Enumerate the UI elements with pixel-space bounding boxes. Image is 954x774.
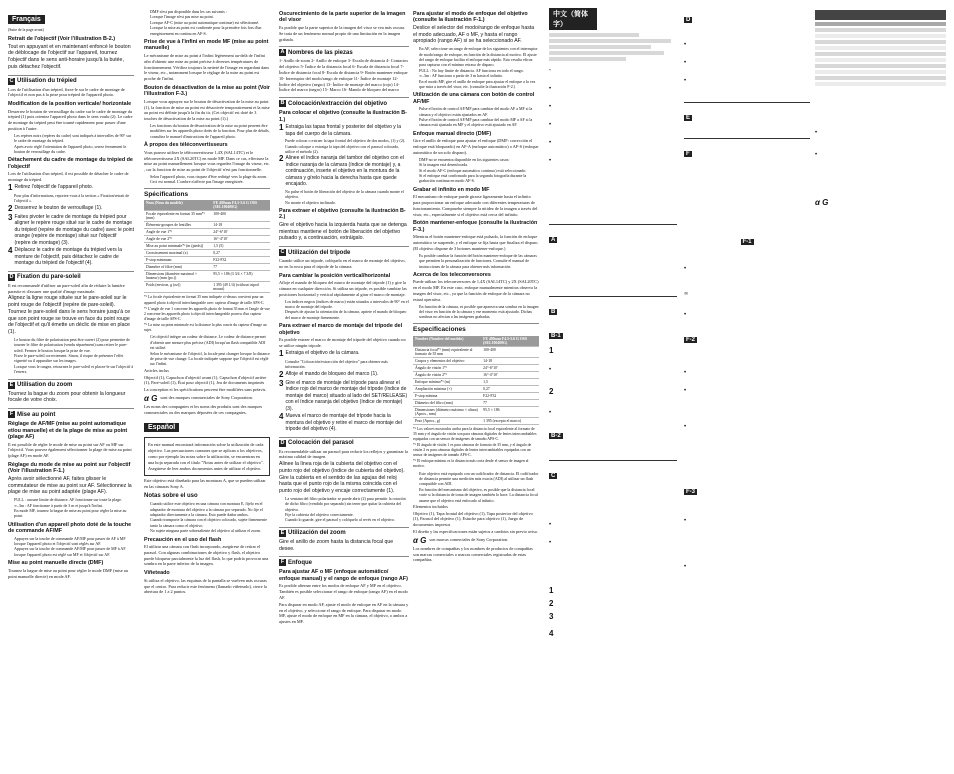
table-cell: 77 xyxy=(481,399,539,406)
figure-label-f1: F-1 xyxy=(742,239,752,245)
step-3: 3 Gire el marco de montaje del trípode para alinear el índice rojo del marco de montaje del trípode (índice de montaje del marco) situado al lado del SET/RELEASE) con el índice naranja del objetivo (índice de montaje) (3). xyxy=(279,378,408,412)
section-hood: D Fixation du pare-soleil xyxy=(8,271,134,281)
detach-lens-text: Gire el objetivo hacia la izquierda hasta que se detenga mientras mantiene el botón de liberación del objetivo pulsado y, a continuación, extráigalo. xyxy=(279,221,407,242)
list-item: • Si el enfoque está confirmado para la segunda fotografía durante la grabación continua en modo AF-S. xyxy=(419,173,539,184)
brand-line xyxy=(413,536,539,545)
flash-text: El utilizar una cámara con flash incorporado, asegúrese de retirar el parasol. Con algunas combinaciones de objetivo y flash, el objetivo puede bloquear parcialmente la luz del flash, lo que podría provocar una sombra en la parte inferior de la imagen. xyxy=(144,544,269,567)
vignetting-title: Viñeteado xyxy=(144,570,170,577)
focus-bullets xyxy=(8,497,134,519)
section-parts: A Nombres de las piezas xyxy=(279,46,409,56)
table-row xyxy=(413,406,539,417)
list-item: • Cuando transporte la cámara con el objetivo colocado, sujete firmemente tanto la cámara como el objetivo. xyxy=(150,517,270,528)
list-item: • ∞–3m : AF funciona a partir de 3 m hasta el infinito. xyxy=(419,73,539,78)
table-cell: 14-18 xyxy=(481,357,539,364)
section-label-d: D xyxy=(686,17,691,23)
focus-hold-title: Bouton de désactivation de la mise au point (Voir l'illustration F-3.) xyxy=(144,84,270,98)
table-cell: Ampliación máxima (×) xyxy=(413,385,481,392)
table-cell: 16°-4°10' xyxy=(481,371,539,378)
items-text-2: El diseño y las especificaciones están sujetos a cambios sin previo aviso. xyxy=(413,529,539,535)
list-item: • Es posible cambiar la función del botón mantener-enfoque de las cámaras que permiten la personalización de funciones. Consulte el manual de instrucciones de la cámara para obtener más información. xyxy=(419,253,539,269)
table-row xyxy=(413,357,539,364)
tripod-text: Cuando utilice un trípode, colóquelo en el marco de montaje del objetivo, no en la rosca para el trípode de la cámara. xyxy=(279,258,406,269)
hood-bullets xyxy=(8,337,134,375)
infinity-symbol: ∞ xyxy=(684,291,689,297)
items-text: Objetivo (1), Tapa frontal del objetivo (1), Tapa posterior del objetivo (1), Parasol del objetivo (1), Estuche para objetivo (1), Juego de documentos impresos xyxy=(413,510,533,528)
items-text: Objectif (1), Capuchon d'objectif avant (1), Capuchon d'objectif arrière (1), Pare-soleil (1), Étui pour objectif (1), Jeu de documents imprimés xyxy=(144,374,267,386)
table-cell: Diamètre of filtre (mm) xyxy=(144,264,211,271)
focus-title: Réglage de AF/MF (mise au point automatique et/ou manuelle) et de la plage de mise au point (plage AF) xyxy=(8,421,128,441)
focus-text-2: Para disparar en modo AF, ajuste el modo de enfoque en AF en la cámara y en el objetivo, y seleccione el rango de enfoque. Para disparar en modo MF, ajuste el modo de enfoque en MF en la cámara, el objetivo, o ambos a ajustes en MF. xyxy=(279,601,409,625)
table-row xyxy=(144,200,270,211)
list-item: • Pour plus d'informations, reportez-vous à la section « Fixation/retrait de l'objectif ». xyxy=(14,193,134,204)
table-cell: Grupos y elementos del objetivo xyxy=(413,357,481,364)
dmf-title: Enfoque manual directo (DMF) xyxy=(413,130,492,137)
specs-title: Especificaciones xyxy=(413,323,539,334)
table-cell: Diámetro del filtro (mm) xyxy=(413,399,481,406)
table-cell: Ángulo de visión 2*² xyxy=(413,371,481,378)
focus-hold-title: Botón mantener-enfoque (consulte la ilustración F-3.) xyxy=(413,220,538,233)
step-number: 1 xyxy=(549,586,554,596)
spec-note: *³ La mise au point minimale est la distance la plus courte du capteur d'image au sujet. xyxy=(144,323,267,333)
infinity-title: Grabar el infinito en modo MF xyxy=(413,186,490,193)
zoom-text: Tournez la bague du zoom pour obtenir la longueur focale de votre choix. xyxy=(8,390,126,404)
table-cell: 0,27 xyxy=(211,250,270,257)
list-item: • Lorsque la mise au point est confirmée pour la première fois lors d'un enregistrement en continu en AF-S. xyxy=(150,25,270,36)
table-cell: Nom (Nom du modèle) xyxy=(144,200,211,211)
infinity-text: El mecanismo de enfoque puede girarse ligeramente hasta el infinito para proporcionar un enfoque adecuado con diferentes temperaturas de funcionamiento. Compruebe siempre la nitidez de la imagen a través del visor, etc., especialmente si el objetivo está cerca del infinito. xyxy=(413,194,538,217)
brand-text-2: Les noms des compagnies et les noms des produits sont des marques commerciales ou des marques déposées de ces compagnies. xyxy=(144,403,263,415)
section-hood: D Colocación del parasol xyxy=(279,437,409,447)
table-cell: Nombre (Nombre del modelo) xyxy=(413,336,481,347)
table-cell: F-stop minimum xyxy=(144,257,211,264)
list-item: • La ventana del filtro polarizador se puede abrir (2) para permitir la rotación de dicho filtro (vendido por separado) sin tener que quitar la cubierta del objetivo. xyxy=(285,496,409,512)
list-item: • Consulte "Colocación/extracción del objetivo" para obtener más información. xyxy=(285,359,409,370)
section-zoom: E Utilisation du zoom xyxy=(8,379,134,389)
usage-notes-bullets xyxy=(144,501,270,533)
table-cell: Enfoque mínimo*³ (m) xyxy=(413,378,481,385)
table-cell: Dimensions (diamètre maximal × hauteur) (mm (po.)) xyxy=(144,271,211,282)
afmf-title: Utilisation d'un appareil photo doté de la touche de commande AF/MF xyxy=(8,521,132,535)
items-title: Elementos incluidos xyxy=(413,503,448,509)
afmf-title: Utilización de una cámara con botón de control AF/MF xyxy=(413,92,535,105)
hood-instruction: Alinee la línea roja de la cubierta del objetivo con el punto rojo del objetivo (índice de cubierta del objetivo). Gire la cubierta en el sentido de las agujas del reloj hasta que el punto rojo de la misma coincida con el punto rojo del objetivo y encaje correctamente (1). xyxy=(279,461,405,495)
table-cell: 1,5 (5) xyxy=(211,243,270,250)
table-row xyxy=(413,371,539,378)
spec-note: *¹ Los valores mostrados arriba para la distancia focal equivalente al formato de 35 mm y el ángulo de visión son para cámaras digitales de lentes intercambiables equipadas con un sensor de imágenes de tamaño APS-C. xyxy=(413,426,537,441)
table-cell: 1,5 xyxy=(481,378,539,385)
step-number: 2 xyxy=(549,387,554,397)
list-item: • En función del mecanismo del objetivo, es posible que la distancia focal varíe si la distancia de toma de imagen también lo hace. La distancia focal asume que el objetivo está enfocado al infinito. xyxy=(419,487,539,503)
focus-hold-text: Mientras el botón mantener-enfoque está pulsado, la función de enfoque automático se suspende, y el enfoque se fija hasta que finaliza el disparo. (El objetivo dispone de 3 botones mantener-enfoque.) xyxy=(413,234,539,251)
viewfinder-text: Es posible que la parte superior de la imagen del visor se vea más oscura. Se trata de un fenómeno normal propio de una limitación en la imagen grabada. xyxy=(279,24,406,42)
items-text-2: La conception et les spécifications peuvent être modifiées sans préavis. xyxy=(144,387,267,393)
detach-text: Lors de l'utilisation d'un trépied, il est possible de détacher le cadre de montage du trépied. xyxy=(8,171,129,183)
list-item: • Fije la cubierta del objetivo correctamente. xyxy=(285,512,409,517)
dmf-text: Gire el anillo de enfoque para ajustar el enfoque (DMF: corrección el enfoque está bloqueado) en AF-A (enfoque automático) o AF-S (enfoque automático de un solo disparo). xyxy=(413,138,539,155)
list-item: • No monte el objetivo inclinado. xyxy=(285,200,409,205)
asterisk-mark: * xyxy=(549,69,551,73)
table-row xyxy=(413,336,539,347)
flash-title: Precaución en el uso del flash xyxy=(144,536,222,543)
list-item: • Le bouton du filtre de polarisation peut être ouvert (2) pour permettre de tourner le filtre de polarisation (vendu séparément) sans retirer le pare-soleil. Fermez le bouton lorsque la prise de vue. xyxy=(14,337,134,353)
list-item: • En AF, seleccione un rango de enfoque de los siguientes con el interruptor de modo/rango de enfoque, en función de la distancia al motivo. El ajuste del rango de enfoque facilita el enfoque más rápido. Esto resulta eficaz para capturar con el mínimo retraso de disparo. xyxy=(419,46,539,68)
spec-note: *² El ángulo de visión 1 es para cámaras de formato de 35 mm, y el ángulo de visión 2 es para cámaras digitales de lentes intercambiables equipadas con un sensor de imágenes de tamaño APS-C. xyxy=(413,442,532,458)
detach-title: Détachement du cadre de montage du trépied de l'objectif xyxy=(8,157,133,170)
items-title: Articles inclus xyxy=(144,367,169,373)
dmf-text: Tournez la bague de mise au point pour régler le mode DMF (mise au point manuelle directe) en mode AF. xyxy=(8,567,128,579)
language-label-spanish: Español xyxy=(144,423,179,432)
focus-text: Es posible alternar entre los modos de enfoque AF y MF en el objetivo. También es posible seleccionar el rango de enfoque (rango AF) en el modo AF. xyxy=(279,583,408,600)
table-row xyxy=(413,385,539,392)
table-row xyxy=(144,236,270,243)
step-1: 1 Retirez l'objectif de l'appareil photo. xyxy=(8,183,94,192)
list-item: • Si el modo AF-C (enfoque automático continuo) está seleccionado. xyxy=(419,168,539,173)
table-cell: 95,5 × 186 (3 3/4 × 7 3/8) xyxy=(211,271,270,282)
brand-text-2: Los nombres de compañías y los nombres de productos de compañías son marcas comerciales o marcas comerciales registradas de estas compañías. xyxy=(413,545,533,563)
step-1: 1 Extraiga el objetivo de la cámara. xyxy=(279,348,360,358)
hood-text: Es recomendable utilizar un parasol para reducir los reflejos y garantizar la máxima calidad de imagen. xyxy=(279,448,408,460)
language-label-chinese: 中文（简体字） xyxy=(549,8,597,30)
list-item: • FULL : aucune limite de distance. AF fonctionne sur toute la plage. xyxy=(14,497,134,502)
step-3: 3 Faites pivoter le cadre de montage du trépied pour aligner le repère rouge situé sur le cadre de montage du trépied (repère de montage du cadre) avec le point orange (repère de montage) situé sur l'objectif (repère de montage) (3). xyxy=(8,212,134,246)
list-item: • Los índices negros (índices de marco) están situados a intervalos de 90° en el marco de montaje del trípode. xyxy=(285,299,409,310)
list-item: • Les repères noirs (repères du cadre) sont indiqués à intervalles de 90° sur le cadre de montage du trépied. xyxy=(14,133,134,144)
list-item: • Cet objectif intègre un codeur de distance. Le codeur de distance permet d'obtenir une mesure plus précise (ADI) lorsqu'un flash compatible ADI est utilisé. xyxy=(150,334,270,350)
list-item: • Après avoir réglé l'orientation de l'appareil photo, serrez fermement le bouton de verrouillage du cadre. xyxy=(14,144,134,155)
orientation-text: Desserrez le bouton de verrouillage du cadre sur le cadre de montage du trépied (1) puis orientez l'appareil photo dans le sens voulu (2). Le cadre de montage du trépied peut être tourné rapidement pour passer d'une position à l'autre. xyxy=(8,108,133,132)
parts-list: 1- Anillo de zoom 2- Anillo de enfoque 3- Escala de distancia 4- Contactos del objetivo 5- Índice de la distancia focal 6- Escala de distancia focal 7- Índice de distancia focal 8- Escala de distancia 9- Botón mantener enfoque 10- Interruptor del modo/rango de enfoque 11- Índice de montaje 12- Índice del objetivo (negro) 13- Índice de montaje del marco (rojo) 14- Índice del marco (negro) 15- Marco 16- Mando de bloqueo del marco xyxy=(279,58,408,93)
list-item: • No sujete ninguna parte sobresaliente del objetivo al utilizar el zoom. xyxy=(150,528,270,533)
step-2: 2 Afloje el mando de bloqueo del marco (1). xyxy=(279,369,379,379)
spec-note: *² L'angle de vue 1 concerne les appareils photo de format 35 mm et l'angle de vue 2 concerne les appareils photo à objectif interchangeable pourvu d'un capteur d'image de taille APS-C. xyxy=(144,306,270,321)
table-cell: F22-F32 xyxy=(211,257,270,264)
step-number: 2 xyxy=(549,599,554,609)
list-item: • Cuando lo guarde, gire el parasol y colóquelo al revés en el objetivo. xyxy=(285,517,409,522)
table-row xyxy=(413,399,539,406)
orientation-text: Afloje el mando de bloqueo del marco de montaje del trípode (1) y gire la cámara en cualquier dirección. Si utiliza un trípode, es posible cambiar las posiciones horizontal y vertical rápidamente al girar el marco de montaje. xyxy=(279,280,407,297)
table-cell: Mise au point minimale*³ (m (pieds)) xyxy=(144,243,211,250)
list-item: • Appuyez sur la touche de commande AF/MF pour passer de AF à MF lorsque l'appareil photo et l'objectif sont réglés sur AF. xyxy=(14,536,134,547)
table-cell: Dimensiones (diámetro máximo × altura) (Aprox., mm) xyxy=(413,406,481,417)
list-item: • Este objetivo está equipado con un codificador de distancia. El codificador de distancia permite una medición más exacta (ADI) al utilizar un flash compatible con ADI. xyxy=(419,471,539,487)
section-label-e: E xyxy=(686,115,691,121)
mount-note: Este objetivo está diseñado para las monturas A, que se pueden utilizar en las cámaras Sony A. xyxy=(144,478,266,490)
list-item: • Fixez le pare-soleil correctement. Sinon, il risque de présenter l'effet vignetté ou il apparaître sur les images. xyxy=(14,353,134,364)
focus-hold-text: Lorsque vous appuyez sur le bouton de désactivation de la mise au point (1), la fonction de mise au point est désactivée temporairement et la mise au point est définie jusqu'à la fin du tir. (Cet objectif est doté de 3 touches de désactivation de la mise au point (1).) xyxy=(144,98,270,122)
table-row xyxy=(413,392,539,399)
figure-label-f3: F-3 xyxy=(686,489,695,496)
step-4: 4 Déplacez le cadre de montage du trépied vers la monture de l'objectif, puis détachez le cadre de montage du trépied de l'objectif (4). xyxy=(8,246,123,267)
table-cell: 77 xyxy=(211,264,270,271)
table-cell: 24°-6°10' xyxy=(211,229,270,236)
section-tripod: C Utilización del trípode xyxy=(279,246,409,256)
step-4: 4 Mueva el marco de montaje del trípode hacia la montura del objetivo y retire el marco de montaje del trípode del objetivo (4). xyxy=(279,412,402,433)
list-item: • Selon l'appareil photo, vous risquez d'être redirigé vers la plage du zoom. Ceci est normal. L'ombre n'affecte pas l'image enregistrée. xyxy=(150,174,270,185)
list-item: • Lorsque AF-C (mise au point automatique continue) est sélectionné. xyxy=(150,20,270,25)
teleconverter-title: À propos des téléconvertisseurs xyxy=(144,142,228,149)
hood-instruction: Alignez la ligne rouge située sur le pare-soleil sur le point rouge de l'objectif (repère de pare-soleil). Tournez le pare-soleil dans le sens horaire jusqu'à ce que son point rouge se trouve en face du point rouge de l'objectif et qu'il émette un déclic de mise en place (1). xyxy=(8,295,131,336)
list-item: • Selon le mécanisme de l'objectif, la focale peut changer lorsque la distance de prise de vue change. La focale indiquée suppose que l'objectif est réglé sur l'infini. xyxy=(150,351,270,367)
table-cell: 14-18 xyxy=(211,222,270,229)
brand-logo: α G xyxy=(144,393,158,403)
specs-table xyxy=(144,200,270,293)
list-item: • DMF no se encuentra disponible en los siguientes casos: xyxy=(419,157,539,162)
list-item: • FULL : No hay límite de distancia. AF funciona en todo el rango. xyxy=(419,68,539,73)
intro-box-text: En este manual encontrará información sobre la utilización de cada objetivo. Las precauciones comunes que se aplican a los objetivos, como por ejemplo las notas sobre la utilización, se encuentran en una hoja separada con el título "Notas antes de utilizar el objetivo". Asegúrese de leer ambos documentos antes de utilizar el objetivo. xyxy=(148,442,264,471)
specs-table xyxy=(413,336,539,425)
table-cell: F22-F32 xyxy=(481,392,539,399)
table-row xyxy=(144,211,270,222)
table-cell: Angle de vue 2*² xyxy=(144,236,211,243)
intro-box xyxy=(144,437,270,476)
list-item: • Lorsque vous le rangez, retournez le pare-soleil et placez-le sur l'objectif à l'envers. xyxy=(14,364,134,375)
table-row xyxy=(413,378,539,385)
spanish-column-2 xyxy=(413,8,539,768)
detach-mount-title: Para extraer el marco de montaje del trípode del objetivo xyxy=(279,323,403,336)
focus-text: Il est possible de régler le mode de mise au point sur AF ou MF sur l'objectif. Vous pouvez également sélectionner la plage de mise au point (plage AF) en mode AF. xyxy=(8,441,132,459)
step-2: 2 Desserrez le bouton de verrouillage (1). xyxy=(8,203,103,213)
focus-title: Para ajustar AF o MF (enfoque automático/ enfoque manual) y el rango de enfoque (rango AF) xyxy=(279,569,408,582)
section-label-b: B xyxy=(551,309,556,316)
focus-mode-title: Réglage du mode de mise au point sur l'objectif (Voir l'illustration F-1.) xyxy=(8,461,131,475)
table-cell: 0,27 xyxy=(481,385,539,392)
table-cell: 100-400 xyxy=(481,346,539,357)
figure-label-f2: F-2 xyxy=(686,337,695,344)
table-cell: FE 400mm F4.5-5.6 G OSS (SEL100400G) xyxy=(211,200,270,211)
table-cell: FE 400mm F4.5-5.6 G OSS (SEL100400G) xyxy=(481,336,539,347)
spanish-column-1 xyxy=(279,8,409,768)
section-zoom: E Utilización del zoom xyxy=(279,527,409,537)
infinity-title: Prise de vue à l'infini en mode MF (mise au point manuelle) xyxy=(144,38,269,52)
spec-note: *³ El enfoque mínimo es la distancia más corta desde el sensor de imagen al motivo. xyxy=(413,459,529,469)
table-cell: 24°-6°10' xyxy=(481,364,539,371)
language-label-french: Français xyxy=(8,15,45,24)
table-row xyxy=(144,243,270,250)
section-tripod: C Utilisation du trépied xyxy=(8,75,134,85)
teleconverter-title: Acerca de los teleconversores xyxy=(413,271,491,278)
list-item: • Cuando utilice este objetivo en una cámara con montura E, fíjelo en el adaptador de montura del objetivo a la cámara por separado. No fije el adaptador directamente a la cámara. Esto puede dañar ambos. xyxy=(150,501,270,517)
orientation-title: Modification de la position verticale/ horizontale xyxy=(8,101,132,108)
list-item: • ∞–3m : AF fonctionne à partir de 3 m et jusqu'à l'infini. xyxy=(14,503,134,508)
figure-label-b2: B-2 xyxy=(551,433,561,440)
section-label-f: F xyxy=(686,151,690,157)
focus-mode-title: Para ajustar el modo de enfoque del objetivo (consulte la ilustración F-1.) xyxy=(413,11,528,24)
teleconverter-text: Vous pouvez utiliser le téléconvertisseur 1,4X (SAL14TC) et le téléconvertisseur 2X (SAL20TC) en mode MF. Dans ce cas, effectuez la mise au point manuellement lorsque vous regardez l'image du viseur, etc. , car la fonction de mise au point de l'objectif n'est pas fonctionnelle. xyxy=(144,149,270,173)
list-item: • No pulse el botón de liberación del objetivo de la cámara cuando monte el objetivo. xyxy=(285,189,409,200)
vignetting-text: Si utiliza el objetivo, las esquinas de la pantalla se vuelven más oscuras que el centro. Para reducir este fenómeno (llamado viñeteado), cierre la abertura de 1 a 2 puntos. xyxy=(144,577,267,595)
table-row xyxy=(144,271,270,282)
table-cell: Peso (Aprox., g) xyxy=(413,417,481,424)
table-cell: Focale équivalente en format 35 mm*¹ (mm) xyxy=(144,211,211,222)
chinese-column-2: D • • • E F F-1 • ∞ • F-2 • • • F-3 • • xyxy=(684,8,810,768)
step-1: 1 Extraiga las tapas frontal y posterior del objetivo y la tapa del cuerpo de la cámara. xyxy=(279,123,402,137)
infinity-text: Le mécanisme de mise au point à l'infini légèrement au-delà de l'infini afin d'obtenir une mise au point précise à diverses températures de fonctionnement. Vérifiez toujours la netteté de l'image en regardant dans le viseur, etc., notamment lorsque le réglage de la mise au point est proche de l'infini. xyxy=(144,52,270,82)
list-item: • En el modo MF, gire el anillo de enfoque para ajustar el enfoque a la vez que mira a través del visor, etc. (consulte la ilustración F-2.) xyxy=(419,79,539,90)
table-row xyxy=(144,222,270,229)
step-2: 2 Alinee el índice naranja del tambor del objetivo con el índice naranja de la cámara (índice de montaje) y, a continuación, inserte el objetivo en la montura de la cámara y gírelo hacia la derecha hasta que quede encajado. xyxy=(279,154,404,188)
table-row xyxy=(413,346,539,357)
table-row xyxy=(144,250,270,257)
brand-text: son marcas comerciales de Sony Corporation. xyxy=(429,537,509,543)
lens-removal-text: Tout en appuyant et en maintenant enfoncé le bouton de déblocage de l'objectif sur l'appareil, tournez l'objectif dans le sens anti-horaire jusqu'à la butée, puis détachez l'objectif. xyxy=(8,43,131,70)
list-item: • Les fonctions du bouton de désactivation de la mise au point peuvent être modifiées sur les appareils photo dotés de la fonction. Pour plus de détails, consultez le manuel d'instructions de l'appareil photo. xyxy=(150,123,270,139)
detach-mount-text: Es posible extraer el marco de montaje del trípode del objetivo cuando no se utilice ningún trípode. xyxy=(279,337,406,348)
chinese-column-1: 中文（简体字） * • • • • • A B B-1 1 • 2 • B-2 C • • 1 2 3 4 xyxy=(549,8,677,768)
figure-label-b1: B-1 xyxy=(551,333,561,340)
table-cell: Angle de vue 1*² xyxy=(144,229,211,236)
section-focus: F Mise au point xyxy=(8,408,134,418)
section-title-lens-removal: Retrait de l'objectif (Voir l'illustration B-2.) xyxy=(8,36,115,43)
chinese-column-3: • • α G xyxy=(815,8,946,768)
table-row xyxy=(144,229,270,236)
table-cell: 100-400 xyxy=(211,211,270,222)
section-label-c: C xyxy=(551,473,556,480)
table-cell: 16°-4°10' xyxy=(211,236,270,243)
table-cell: Grossissement maximal (x) xyxy=(144,250,211,257)
table-cell: Poids (environ, g (oz)) xyxy=(144,282,211,293)
table-row xyxy=(144,282,270,293)
brand-text: sont des marques commerciales de Sony Corporation. xyxy=(160,395,253,401)
list-item: • Pulse el botón de control AF/MF para cambiar del modo AF a MF si la cámara y el objetivo están ajustados en AF. xyxy=(419,106,539,117)
zoom-text: Gire el anillo de zoom hasta la distancia focal que desee. xyxy=(279,538,394,552)
viewfinder-title: Oscurecimiento de la parte superior de la imagen del visor xyxy=(279,11,406,24)
focus-mode-text: Après avoir sélectionné AF, faites glisser le commutateur de mise au point sur AF. Sélectionnez la plage de mise au point adaptée (plage AF). xyxy=(8,475,132,496)
list-item: • DMF n'est pas disponible dans les cas suivants : xyxy=(150,9,270,14)
brand-logo: α G xyxy=(413,535,427,545)
table-row xyxy=(144,264,270,271)
step-number: 1 xyxy=(549,346,554,356)
list-item: • Después de ajustar la orientación de la cámara, apriete el mando de bloqueo del marco de montaje firmemente. xyxy=(285,309,409,320)
table-cell: 1 395 (49 1/4) (without tripod mount) xyxy=(211,282,270,293)
continued-note: (Suite de la page avant) xyxy=(8,28,44,32)
table-row xyxy=(413,417,539,424)
french-column-2 xyxy=(144,8,270,768)
orientation-bullets xyxy=(8,133,134,155)
specs-title: Spécifications xyxy=(144,188,270,199)
list-item: • Si la imagen está desenfocada. xyxy=(419,162,539,167)
section-mount: B Colocación/extracción del objetivo xyxy=(279,97,409,107)
spec-note: *¹ La focale équivalente en format 35 mm indiquée ci-dessus convient pour un appareil photo à objectif interchangeable avec capteur d'image de taille APS-C. xyxy=(144,295,265,305)
list-item: • Puede colocar o extraer la tapa frontal del objetivo de dos modos, (1) y (2). Cuando coloque o extraiga la tapa del objetivo con el parasol colocado, utilice el método (2). xyxy=(285,138,409,154)
table-cell: 1 395 (excepto el marco) xyxy=(481,417,539,424)
focus-mode-text: Deslice el selector del modo/rango de enfoque hasta el modo adecuado, AF o MF, y hasta el rango apropiado (rango AF) si se ha seleccionado AF. xyxy=(413,24,535,45)
list-item: • Lorsque l'image n'est pas mise au point. xyxy=(150,14,270,19)
brand-line xyxy=(144,394,270,403)
attach-title: Para colocar el objetivo (consulte la ilustración B-1.) xyxy=(279,110,407,123)
list-item: • Pulse el botón de control AF/MF para cambiar del modo MF a AF si la cámara está ajustada en MF y el objetivo está ajustado en AF. xyxy=(419,117,539,128)
step-number: 4 xyxy=(549,629,554,639)
step-number: 3 xyxy=(549,612,554,622)
dmf-bullets xyxy=(144,9,270,36)
list-item: • En mode MF, tournez la bague de mise au point pour régler la mise au point. xyxy=(14,508,134,519)
tripod-text: Lors de l'utilisation d'un trépied, fixez-le sur le cadre de montage de l'objectif et non pas à la prise pour trépied de l'appareil photo. xyxy=(8,86,125,98)
detach-lens-title: Para extraer el objetivo (consulte la ilustración B-2.) xyxy=(279,207,406,221)
spec-bullets xyxy=(144,334,270,366)
brand-logo: α G xyxy=(815,198,829,207)
table-row xyxy=(413,364,539,371)
usage-notes-title: Notas sobre el uso xyxy=(144,493,198,500)
dmf-title: Mise au point manuelle directe (DMF) xyxy=(8,560,104,567)
afmf-bullets xyxy=(8,536,134,558)
hood-text: Il est recommandé d'utiliser un pare-soleil afin de réduire la lumière parasite et d'assurer une qualité d'image maximale. xyxy=(8,282,125,294)
table-row xyxy=(144,257,270,264)
list-item: • En función de la cámara, es posible que aparezca una sombra en la imagen del visor en función de la cámara y ese momento está ajustado. Dichas sombras no afectan a las imágenes grabadas. xyxy=(419,304,539,320)
table-cell: F-stop mínima xyxy=(413,392,481,399)
table-cell: Ángulo de visión 1*² xyxy=(413,364,481,371)
table-cell: Distancia focal*¹ (mm) equivalente al formato de 35 mm xyxy=(413,346,481,357)
teleconverter-text: Puede utilizar los teleconversores de 1,4X (SAL14TC) y 2X (SAL20TC) en el modo MF. En este caso, enfoque manualmente mientras observa la imagen del visor, etc., ya que la función de enfoque de la cámara no estará operativa. xyxy=(413,279,539,302)
list-item: • Appuyez sur la touche de commande AF/MF pour passer de MF à AF lorsque l'appareil photo est réglé sur MF et l'objectif sur AF. xyxy=(14,546,134,557)
table-cell: 95,5 × 186 xyxy=(481,406,539,417)
section-focus: F Enfoque xyxy=(279,556,409,566)
table-cell: Éléments-groupes de lentilles xyxy=(144,222,211,229)
section-label-a: A xyxy=(551,237,556,244)
orientation-title: Para cambiar la posición vertical/horizontal xyxy=(279,272,391,279)
french-column-1 xyxy=(8,8,134,768)
